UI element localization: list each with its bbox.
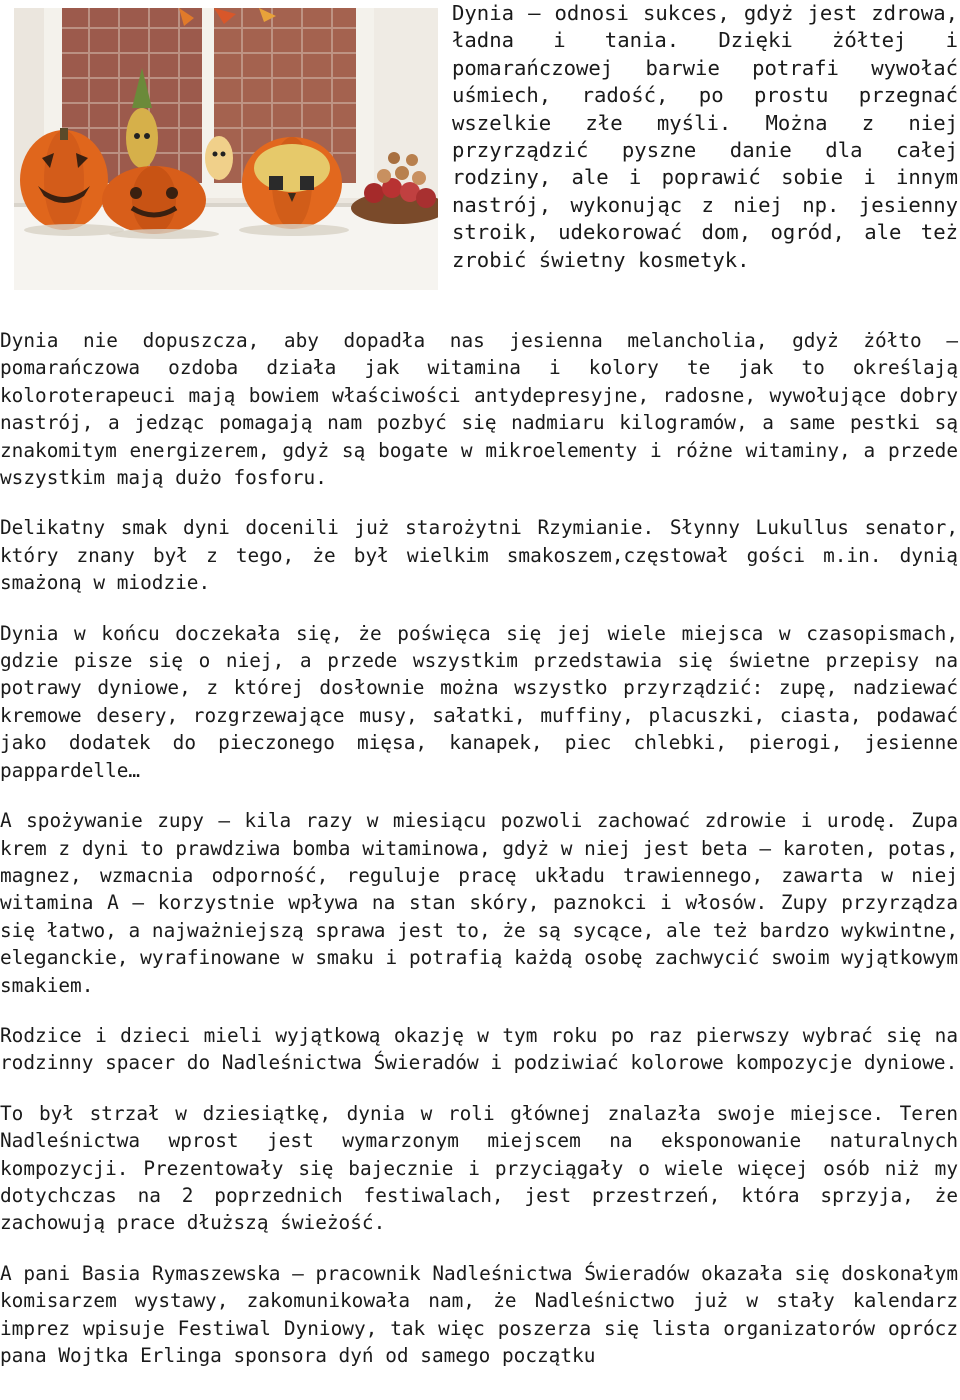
article-header-section — [0, 0, 960, 300]
article-paragraph: A pani Basia Rymaszewska – pracownik Nadleśnictwa Świeradów okazała się doskonałym komisarzem wystawy, zakomunikowała nam, że Nadleśnictwo już w stały kalendarz imprez wpisuje Festiwal Dyniowy, tak więc poszerza się lista organizatorów oprócz pana Wojtka Erlinga sponsora dyń od samego początku — [0, 1261, 958, 1367]
pumpkin-photo — [14, 8, 438, 290]
owl-pumpkin — [242, 137, 342, 229]
article-paragraph: Delikatny smak dyni docenili już starożytni Rzymianie. Słynny Lukullus senator, który znany był z tego, że był wielkim smakoszem,częstował gości m.in. dynią smażoną w miodzie. — [0, 516, 958, 595]
article-paragraph: Dynia w końcu doczekała się, że poświęca się jej wiele miejsca w czasopismach, gdzie pisze się o niej, a przede wszystkim przedstawia się świetne przepisy na potrawy dyniowe, z której dosłownie można wszystko przyrządzić: zupę, nadziewać kremowe desery, rozgrzewające musy, sałatki, muffiny, placuszki, ciasta, podawać jako dodatek do pieczonego mięsa, kanapek, piec chlebki, pierogi, jesienne pappardelle… — [0, 621, 958, 782]
article-paragraph: Dynia nie dopuszcza, aby dopadła nas jesienna melancholia, gdyż żółto – pomarańczowa ozdoba działa jak witamina i kolory te jak to określają koloroterapeuci mają bowiem właściwości antydepresyjne, radosne, wywołujące dobry nastrój, a jedząc pomagają nam pozbyć się nadmiaru kilogramów, a same pestki są znakomitym energizerem, gdyż są bogate w mikroelementy i różne witaminy, a przede wszystkim mają dużo fosforu. — [0, 329, 958, 490]
article-body — [0, 327, 958, 1392]
small-figure — [205, 136, 233, 180]
intro-paragraph: Dynia – odnosi sukces, gdyż jest zdrowa, ładna i tania. Dzięki żółtej i pomarańczowej barwie potrafi wywołać uśmiech, radość, po prostu przegnać wszelkie złe myśli. Można z niej przyrządzić pyszne danie dla całej rodziny, ale i poprawić sobie i innym nastrój, wykonując z niej np. jesienny stroik, udekorować dom, ogród, ale też zrobić świetny kosmetyk. — [452, 1, 958, 272]
article-paragraph: A spożywanie zupy – kila razy w miesiącu pozwoli zachować zdrowie i urodę. Zupa krem z dyni to prawdziwa bomba witaminowa, gdyż w niej jest beta – karoten, potas, magnez, wzmacnia odporność, reguluje pracę układu trawiennego, zawarta w niej witamina A – korzystnie wpływa na stan skóry, paznokci i włosów. Zupy przyrządza się łatwo, a najważniejszą sprawa jest to, że są sycące, ale też bardzo wykwintne, eleganckie, wyrafinowane w smaku i potrafią każdą osobę zachwycić swoim wyjątkowym smakiem. — [0, 809, 958, 997]
article-paragraph: To był strzał w dziesiątkę, dynia w roli głównej znalazła swoje miejsce. Teren Nadleśnictwa wprost jest wymarzonym miejscem na eksponowanie naturalnych kompozycji. Prezentowały się bajecznie i przyciągały o wiele więcej osób niż my dotychczas na 2 poprzednich festiwalach, jest przestrzeń, która sprzyja, że zachowują prace dłuższą świeżość. — [0, 1101, 958, 1235]
article-paragraph: Rodzice i dzieci mieli wyjątkową okazję w tym roku po raz pierwszy wybrać się na rodzinny spacer do Nadleśnictwa Świeradów i podziwiać kolorowe kompozycje dyniowe. — [0, 1023, 958, 1075]
carved-pumpkin-center — [102, 166, 206, 234]
